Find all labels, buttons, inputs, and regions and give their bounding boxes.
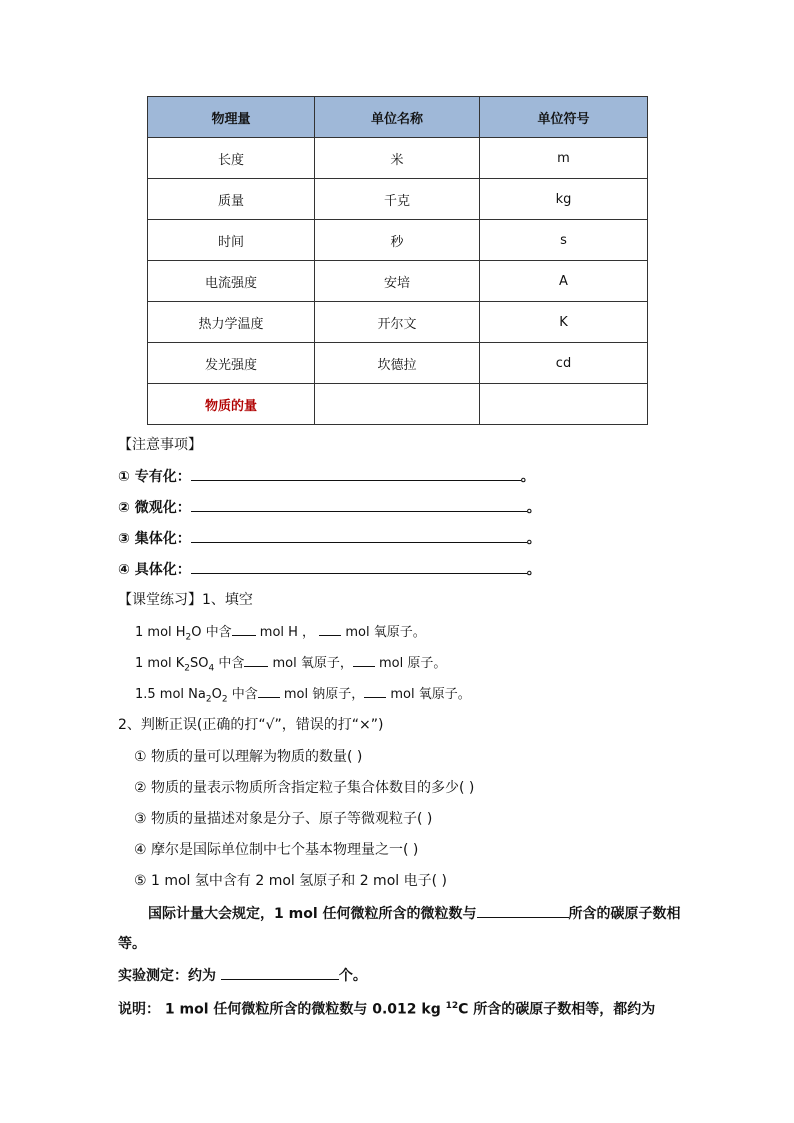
ex-text: O [211, 687, 222, 702]
si-units-table [147, 96, 648, 425]
cell-unit-name: 开尔文 [315, 302, 480, 343]
cell-unit-symbol: cd [480, 343, 648, 384]
cell-quantity: 发光强度 [148, 343, 315, 384]
ex-text: O 中含 [191, 625, 232, 640]
ex-text: 1.5 mol Na [135, 687, 206, 702]
fill-blank[interactable] [232, 621, 256, 636]
ex-text: mol 原子。 [374, 656, 447, 671]
definition-line-1 [148, 903, 681, 924]
cell-unit-name: 安培 [315, 261, 480, 302]
ex-text: 中含 [227, 687, 258, 702]
fill-blank[interactable] [244, 652, 268, 667]
fill-blank[interactable] [353, 652, 375, 667]
cell-unit-symbol: kg [480, 179, 648, 220]
note-item [118, 497, 541, 518]
cell-quantity: 热力学温度 [148, 302, 315, 343]
note-label: ④ 具体化： [118, 562, 191, 578]
cell-unit-name [315, 384, 480, 425]
fill-blank[interactable] [364, 683, 386, 698]
cell-unit-name: 米 [315, 138, 480, 179]
ex-text: 中含 [214, 656, 245, 671]
fill-blank[interactable] [191, 559, 527, 574]
judge-item: ③ 物质的量描述对象是分子、原子等微观粒子( ) [134, 811, 433, 827]
ex-subscript: 2 [205, 694, 212, 705]
header-unit-symbol: 单位符号 [480, 97, 648, 138]
cell-unit-symbol [480, 384, 648, 425]
exercise-1 [135, 621, 426, 648]
cell-quantity-amount-of-substance: 物质的量 [148, 384, 315, 425]
ex-text: SO [190, 656, 209, 671]
ex-subscript: 4 [208, 663, 215, 674]
cell-unit-symbol: m [480, 138, 648, 179]
fill-blank[interactable] [191, 497, 527, 512]
explanation-text: C 所含的碳原子数相等，都约为 [458, 1001, 656, 1018]
cell-unit-symbol: K [480, 302, 648, 343]
notes-heading: 【注意事项】 [118, 437, 202, 453]
judge-item: ② 物质的量表示物质所含指定粒子集合体数目的多少( ) [134, 780, 475, 796]
note-end: 。 [520, 469, 535, 485]
ex-text: mol 氧原子。 [341, 625, 426, 640]
ex-text: mol 氧原子。 [386, 687, 471, 702]
cell-quantity: 质量 [148, 179, 315, 220]
table-row [148, 220, 648, 261]
header-quantity: 物理量 [148, 97, 315, 138]
exercise-2 [135, 652, 446, 679]
ex-text: mol 氧原子， [268, 656, 353, 671]
fill-blank[interactable] [191, 528, 527, 543]
note-label: ① 专有化： [118, 469, 191, 485]
exercise-3 [135, 683, 471, 710]
table-row [148, 302, 648, 343]
fill-blank[interactable] [191, 466, 521, 481]
note-end: 。 [526, 531, 541, 547]
note-item [118, 559, 541, 580]
cell-quantity: 长度 [148, 138, 315, 179]
note-label: ③ 集体化： [118, 531, 191, 547]
experiment-line [118, 965, 367, 986]
note-end: 。 [526, 500, 541, 516]
table-row [148, 343, 648, 384]
explanation-text: 说明： 1 mol 任何微粒所含的微粒数与 0.012 kg [118, 1001, 446, 1018]
fill-blank[interactable] [477, 903, 569, 918]
cell-unit-name: 坎德拉 [315, 343, 480, 384]
fill-blank[interactable] [258, 683, 280, 698]
judge-item: ④ 摩尔是国际单位制中七个基本物理量之一( ) [134, 842, 419, 858]
definition-text: 所含的碳原子数相 [568, 906, 681, 922]
judge-item: ⑤ 1 mol 氢中含有 2 mol 氢原子和 2 mol 电子( ) [134, 873, 447, 889]
table-row [148, 138, 648, 179]
ex-text: mol H ， [255, 625, 320, 640]
definition-line-2: 等。 [118, 936, 146, 952]
fill-blank[interactable] [319, 621, 341, 636]
ex-text: 1 mol K [135, 656, 185, 671]
fill-blank[interactable] [221, 965, 339, 980]
note-end: 。 [526, 562, 541, 578]
cell-unit-name: 秒 [315, 220, 480, 261]
experiment-text: 实验测定：约为 [118, 968, 221, 984]
note-item [118, 528, 541, 549]
judge-heading: 2、判断正误(正确的打“√”，错误的打“×”) [118, 717, 384, 733]
note-label: ② 微观化： [118, 500, 191, 516]
cell-quantity: 电流强度 [148, 261, 315, 302]
table-header-row [148, 97, 648, 138]
cell-unit-symbol: s [480, 220, 648, 261]
ex-text: 1 mol H [135, 625, 186, 640]
definition-text: 国际计量大会规定，1 mol 任何微粒所含的微粒数与 [148, 906, 477, 922]
note-item [118, 466, 535, 487]
table-row [148, 384, 648, 425]
practice-heading: 【课堂练习】1、填空 [118, 592, 253, 608]
cell-unit-symbol: A [480, 261, 648, 302]
ex-subscript: 2 [185, 632, 192, 643]
judge-item: ① 物质的量可以理解为物质的数量( ) [134, 749, 363, 765]
isotope-superscript: 12 [445, 1001, 459, 1011]
ex-subscript: 2 [221, 694, 228, 705]
experiment-text: 个。 [338, 968, 367, 984]
cell-unit-name: 千克 [315, 179, 480, 220]
header-unit-name: 单位名称 [315, 97, 480, 138]
table-row [148, 179, 648, 220]
explanation-line [118, 996, 655, 1020]
ex-text: mol 钠原子， [279, 687, 365, 702]
cell-quantity: 时间 [148, 220, 315, 261]
ex-subscript: 2 [184, 663, 191, 674]
table-row [148, 261, 648, 302]
